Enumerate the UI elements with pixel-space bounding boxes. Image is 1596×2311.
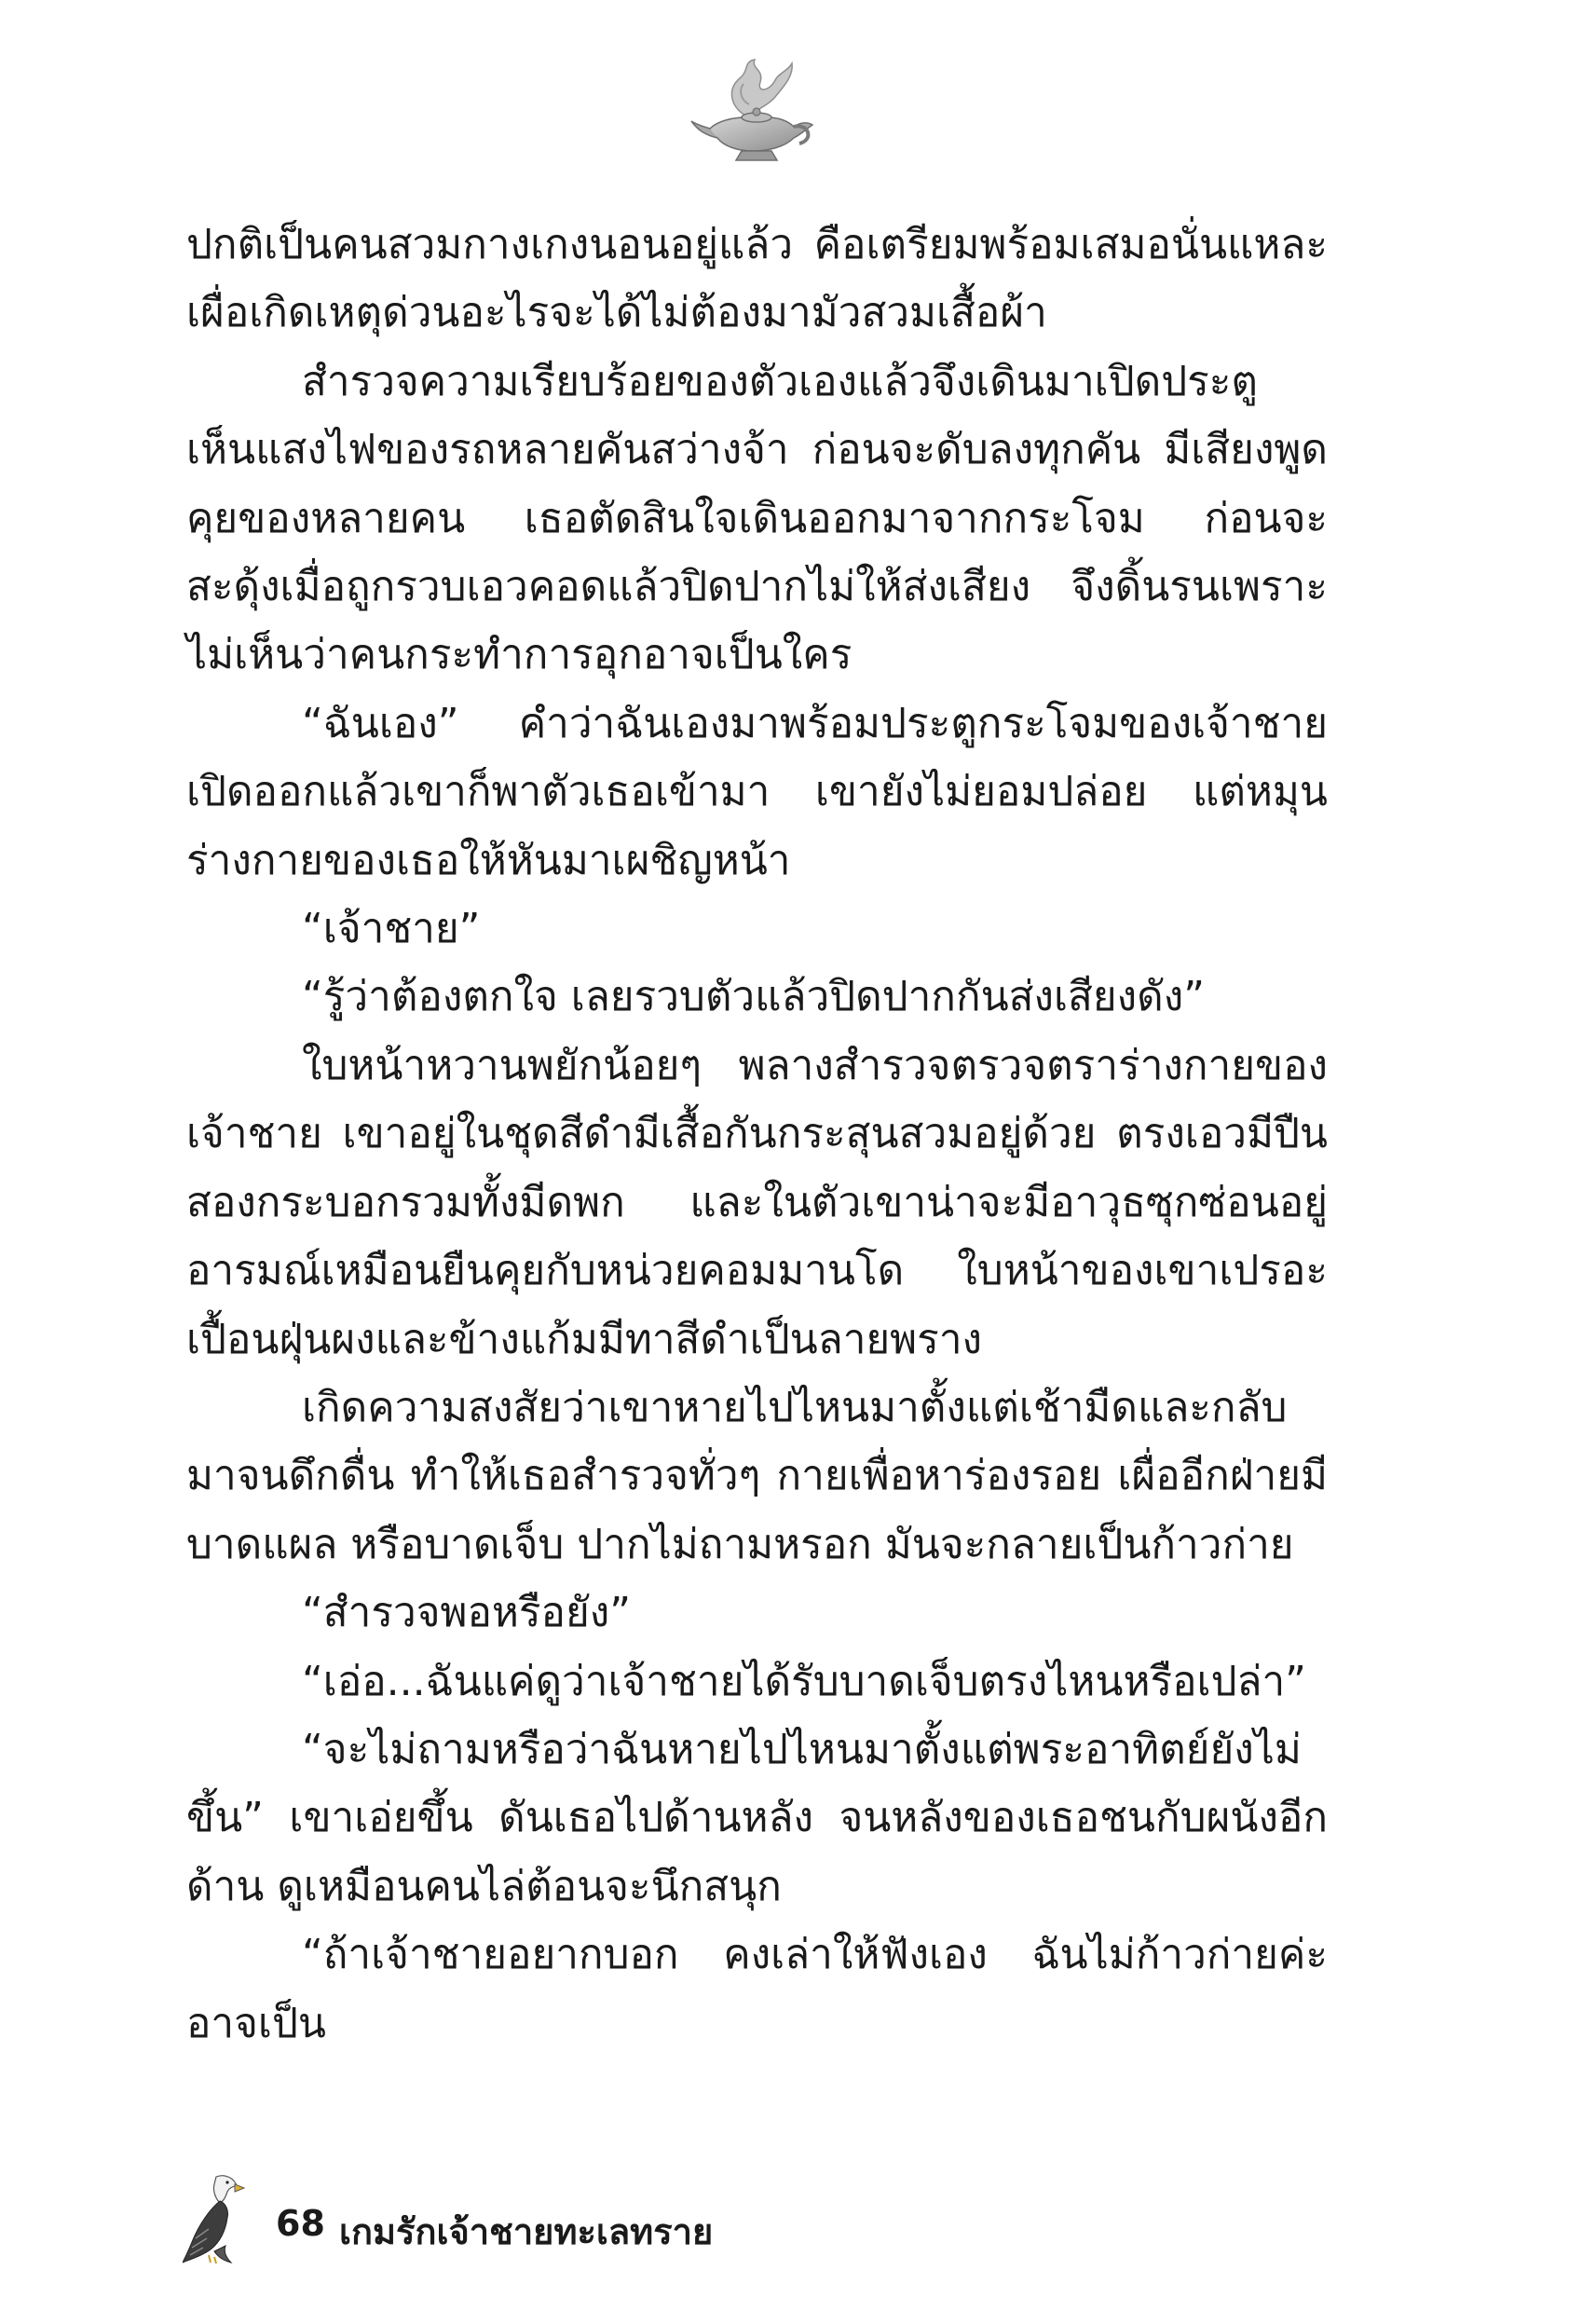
- paragraph: “จะไม่ถามหรือว่าฉันหายไปไหนมาตั้งแต่พระอาทิตย์ยังไม่ขึ้น” เขาเอ่ยขึ้น ดันเธอไปด้านหลัง จนหลังของเธอชนกับผนังอีกด้าน ดูเหมือนคนไล่ต้อนจะนึกสนุก: [186, 1725, 1328, 1910]
- paragraph: ปกติเป็นคนสวมกางเกงนอนอยู่แล้ว คือเตรียมพร้อมเสมอนั่นแหละ เผื่อเกิดเหตุด่วนอะไรจะได้ไม่ต้องมามัวสวมเสื้อผ้า: [186, 221, 1328, 337]
- paragraph: สำรวจความเรียบร้อยของตัวเองแล้วจึงเดินมาเปิดประตู เห็นแสงไฟของรถหลายคันสว่างจ้า ก่อนจะดับลงทุกคัน มีเสียงพูดคุยของหลายคน เธอตัดสินใจเดินออกมาจากกระโจม ก่อนจะสะดุ้งเมื่อถูกรวบเอวคอดแล้วปิดปากไม่ให้ส่งเสียง จึงดิ้นรนเพราะไม่เห็นว่าคนกระทำการอุกอาจเป็นใคร: [186, 357, 1328, 679]
- paragraph: “เอ่อ...ฉันแค่ดูว่าเจ้าชายได้รับบาดเจ็บตรงไหนหรือเปล่า”: [302, 1657, 1306, 1705]
- paragraph: “ถ้าเจ้าชายอยากบอก คงเล่าให้ฟังเอง ฉันไม่ก้าวก่ายค่ะ อาจเป็น: [186, 1931, 1328, 2047]
- paragraph: “ฉันเอง” คำว่าฉันเองมาพร้อมประตูกระโจมของเจ้าชายเปิดออกแล้วเขาก็พาตัวเธอเข้ามา เขายังไม่ยอมปล่อย แต่หมุนร่างกายของเธอให้หันมาเผชิญหน้า: [186, 699, 1328, 884]
- body-text: [186, 211, 1328, 2058]
- paragraph: เกิดความสงสัยว่าเขาหายไปไหนมาตั้งแต่เช้ามืดและกลับมาจนดึกดื่น ทำให้เธอสำรวจทั่วๆ กายเพื่อหาร่องรอย เผื่ออีกฝ่ายมีบาดแผล หรือบาดเจ็บ ปากไม่ถามหรอก มันจะกลายเป็นก้าวก่าย: [186, 1383, 1328, 1568]
- paragraph: “สำรวจพอหรือยัง”: [302, 1589, 632, 1637]
- paragraph: “รู้ว่าต้องตกใจ เลยรวบตัวแล้วปิดปากกันส่งเสียงดัง”: [302, 973, 1206, 1021]
- book-title: เกมรักเจ้าชายทะเลทราย: [339, 2211, 714, 2252]
- paragraph: “เจ้าชาย”: [302, 905, 481, 953]
- paragraph: ใบหน้าหวานพยักน้อยๆ พลางสำรวจตรวจตราร่างกายของเจ้าชาย เขาอยู่ในชุดสีดำมีเสื้อกันกระสุนสวมอยู่ด้วย ตรงเอวมีปืนสองกระบอกรวมทั้งมีดพก และในตัวเขาน่าจะมีอาวุธซุกซ่อนอยู่ อารมณ์เหมือนยืนคุยกับหน่วยคอมมานโด ใบหน้าของเขาเปรอะเปื้อนฝุ่นผงและข้างแก้มมีทาสีดำเป็นลายพราง: [186, 1041, 1328, 1363]
- page-number: 68: [276, 2203, 325, 2244]
- page-footer: [183, 2171, 1021, 2264]
- genie-lamp-icon: [689, 56, 820, 168]
- eagle-icon: [183, 2171, 248, 2264]
